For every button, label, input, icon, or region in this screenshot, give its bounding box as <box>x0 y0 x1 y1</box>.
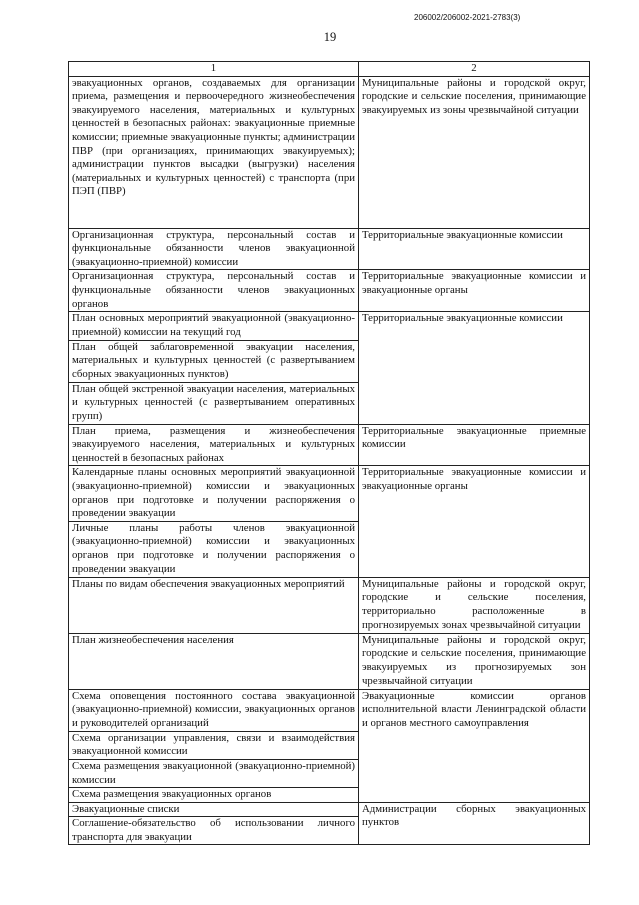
table-cell: Территориальные эвакуационные приемные комиссии <box>359 424 590 466</box>
table-cell: Календарные планы основных мероприятий эвакуационной (эвакуационно-приемной) комиссии и эвакуационных органов при подготовке и получении распоряжения о проведении эвакуации <box>69 466 359 521</box>
table-cell: Организационная структура, персональный состав и функциональные обязанности членов эвакуационных органов <box>69 270 359 312</box>
table-cell: План общей заблаговременной эвакуации населения, материальных и культурных ценностей (с развертыванием сборных эвакуационных пунктов) <box>69 340 359 382</box>
table-cell: Муниципальные районы и городской округ, городские и сельские поселения, принимающие эвакуируемых из прогнозируемых зон чрезвычайной ситуации <box>359 633 590 689</box>
table-row <box>69 577 590 633</box>
document-code: 206002/206002-2021-2783(3) <box>414 13 521 22</box>
table-cell: Эвакуационные списки <box>69 802 359 817</box>
table-header-row <box>69 62 590 77</box>
table-cell: Схема размещения эвакуационных органов <box>69 788 359 803</box>
table-cell: Территориальные эвакуационные комиссии и эвакуационные органы <box>359 270 590 312</box>
table-row <box>69 466 590 521</box>
table-cell: План приема, размещения и жизнеобеспечения эвакуируемого населения, материальных и культурных ценностей в безопасных районах <box>69 424 359 466</box>
table-cell: Администрации сборных эвакуационных пунктов <box>359 802 590 845</box>
table-cell: Соглашение-обязательство об использовании личного транспорта для эвакуации <box>69 817 359 845</box>
page-number: 19 <box>323 30 337 44</box>
table-cell: План жизнеобеспечения населения <box>69 633 359 689</box>
table-cell: Муниципальные районы и городской округ, городские и сельские поселения, принимающие эвакуируемых из зоны чрезвычайной ситуации <box>359 76 590 228</box>
table-cell: Схема размещения эвакуационной (эвакуационно-приемной) комиссии <box>69 759 359 787</box>
table-cell: Территориальные эвакуационные комиссии <box>359 312 590 424</box>
table-cell: План общей экстренной эвакуации населения, материальных и культурных ценностей (с развертыванием оперативных групп) <box>69 382 359 424</box>
table-cell: Схема организации управления, связи и взаимодействия эвакуационной комиссии <box>69 731 359 759</box>
table-cell: Территориальные эвакуационные комиссии и эвакуационные органы <box>359 466 590 577</box>
table-cell: Организационная структура, персональный состав и функциональные обязанности членов эвакуационной (эвакуационно-приемной) комиссии <box>69 228 359 270</box>
table-cell: Муниципальные районы и городской округ, городские и сельские поселения, территориально расположенные в прогнозируемых зонах чрезвычайной ситуации <box>359 577 590 633</box>
evacuation-documents-table <box>68 61 590 845</box>
table-row <box>69 270 590 312</box>
table-row <box>69 228 590 270</box>
table-row <box>69 424 590 466</box>
table-row <box>69 633 590 689</box>
table-cell: План основных мероприятий эвакуационной (эвакуационно-приемной) комиссии на текущий год <box>69 312 359 340</box>
table-cell: Схема оповещения постоянного состава эвакуационной (эвакуационно-приемной) комиссии, эвакуационных органов и руководителей организаций <box>69 689 359 731</box>
table-cell: эвакуационных органов, создаваемых для организации приема, размещения и первоочередного жизнеобеспечения эвакуируемого населения, материальных и культурных ценностей в безопасных районах: эвакуационные приемные комиссии; приемные эвакуационные пункты; администрации ПВР (при организациях, принимающих эвакуируемых); администрации пунктов высадки (выгрузки) населения (материальных и культурных ценностей) с транспорта (при ПЭП (ПВР) <box>69 76 359 228</box>
column-header-2: 2 <box>359 62 590 77</box>
table-row <box>69 802 590 817</box>
table-cell: Эвакуационные комиссии органов исполнительной власти Ленинградской области и органов местного самоуправления <box>359 689 590 802</box>
table-cell: Планы по видам обеспечения эвакуационных мероприятий <box>69 577 359 633</box>
table-cell: Территориальные эвакуационные комиссии <box>359 228 590 270</box>
table-row <box>69 76 590 228</box>
table-row <box>69 689 590 731</box>
table-row <box>69 312 590 340</box>
column-header-1: 1 <box>69 62 359 77</box>
table-cell: Личные планы работы членов эвакуационной (эвакуационно-приемной) комиссии и эвакуационных органов при подготовке и получении распоряжения о проведении эвакуации <box>69 521 359 577</box>
